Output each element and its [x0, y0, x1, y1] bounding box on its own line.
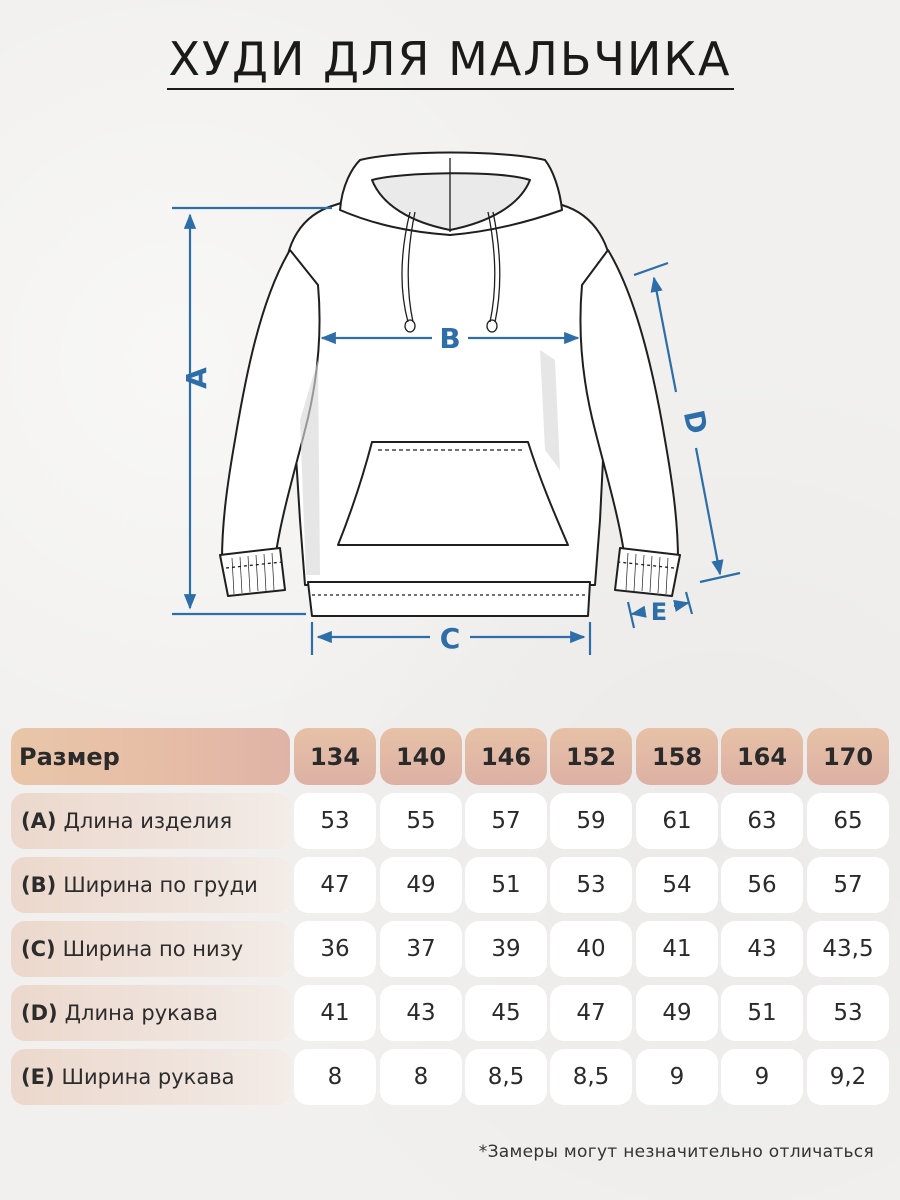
table-cell: 47 [294, 857, 376, 913]
table-cell: 37 [380, 921, 462, 977]
header-size: 134 [294, 728, 376, 785]
table-cell: 65 [807, 793, 889, 849]
table-cell: 39 [465, 921, 547, 977]
table-cell: 49 [380, 857, 462, 913]
header-size: 152 [550, 728, 632, 785]
row-name: Ширина по груди [63, 873, 258, 897]
header-size: 170 [807, 728, 889, 785]
table-cell: 9 [721, 1049, 803, 1105]
table-cell: 43,5 [807, 921, 889, 977]
table-cell: 45 [465, 985, 547, 1041]
table-cell: 61 [636, 793, 718, 849]
header-size: 158 [636, 728, 718, 785]
row-label-c [11, 921, 290, 977]
table-cell: 36 [294, 921, 376, 977]
row-label-b [11, 857, 290, 913]
table-cell: 41 [294, 985, 376, 1041]
table-cell: 51 [721, 985, 803, 1041]
table-cell: 9 [636, 1049, 718, 1105]
table-cell: 56 [721, 857, 803, 913]
row-code: (E) [21, 1065, 55, 1089]
table-cell: 9,2 [807, 1049, 889, 1105]
row-code: (B) [21, 873, 57, 897]
label-C: C [439, 622, 461, 655]
row-code: (D) [21, 1001, 58, 1025]
label-B: B [439, 322, 461, 355]
table-cell: 63 [721, 793, 803, 849]
table-cell: 8 [294, 1049, 376, 1105]
row-code: (C) [21, 937, 56, 961]
table-cell: 8,5 [550, 1049, 632, 1105]
table-cell: 51 [465, 857, 547, 913]
header-size: 146 [465, 728, 547, 785]
table-cell: 53 [294, 793, 376, 849]
header-size: 164 [721, 728, 803, 785]
page-title: ХУДИ ДЛЯ МАЛЬЧИКА [0, 32, 900, 86]
label-D: D [676, 407, 714, 437]
label-E: E [650, 598, 668, 626]
table-cell: 47 [550, 985, 632, 1041]
table-cell: 49 [636, 985, 718, 1041]
table-cell: 53 [550, 857, 632, 913]
table-cell: 57 [465, 793, 547, 849]
header-size-label: Размер [11, 728, 290, 785]
table-cell: 55 [380, 793, 462, 849]
table-cell: 43 [380, 985, 462, 1041]
table-cell: 8 [380, 1049, 462, 1105]
label-A: A [180, 367, 213, 389]
header-size: 140 [380, 728, 462, 785]
footnote: *Замеры могут незначительно отличаться [478, 1142, 874, 1162]
table-cell: 57 [807, 857, 889, 913]
table-cell: 43 [721, 921, 803, 977]
row-label-d [11, 985, 290, 1041]
row-name: Ширина по низу [62, 937, 244, 961]
table-cell: 54 [636, 857, 718, 913]
row-name: Длина рукава [64, 1001, 218, 1025]
row-code: (A) [21, 809, 57, 833]
row-name: Ширина рукава [61, 1065, 235, 1089]
table-cell: 41 [636, 921, 718, 977]
table-cell: 8,5 [465, 1049, 547, 1105]
row-name: Длина изделия [63, 809, 233, 833]
table-cell: 53 [807, 985, 889, 1041]
table-cell: 59 [550, 793, 632, 849]
row-label-e [11, 1049, 290, 1105]
table-cell: 40 [550, 921, 632, 977]
row-label-a [11, 793, 290, 849]
